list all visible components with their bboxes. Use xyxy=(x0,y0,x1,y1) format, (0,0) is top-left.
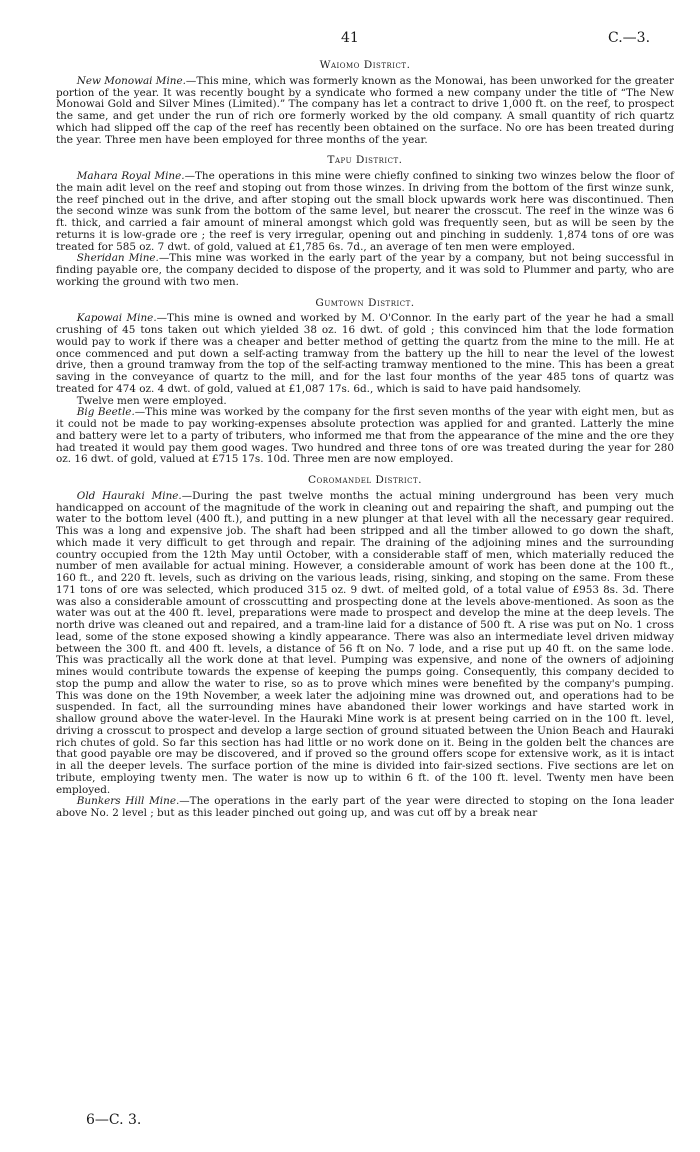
mine-name: Mahara Royal Mine. xyxy=(76,170,185,182)
mine-paragraph xyxy=(56,313,674,395)
document-code: C.—3. xyxy=(608,30,651,46)
paragraph-text: —This mine is owned and worked by M. O'Connor. In the early part of the year he had a small crushing of 45 tons taken out which yielded 38 oz. 16 dwt. of gold ; this convinced him that the lode formation would pay to work if there was a cheaper and better method of getting the quartz from the mine to the mill. He at once commenced and put down a self-acting tramway from the battery up the hill to near the level of the lowest drive, then a ground tramway from the top of the self-acting tramway mentioned to the mine. This has been a great saving in the conveyance of quartz to the mill, and for the last four months of the year 485 tons of quartz was treated for 474 oz. 4 dwt. of gold, valued at £1,087 17s. 6d., which is said to have paid handsomely. xyxy=(56,312,674,395)
mine-name: Kapowai Mine. xyxy=(76,312,157,325)
page-footer-signature: 6—C. 3. xyxy=(86,1112,142,1128)
paragraph-text: —This mine was worked by the company for the first seven months of the year with eight men, but as it could not be made to pay working-expenses absolute protection was applied for and granted. Latterly the mine and battery were let to a party of tributers, who informed me that from the appearance of the mine and the ore they had treated it would pay them good wages. Two hundred and three tons of ore was treated during the year for 280 oz. 16 dwt. of gold, valued at £715 17s. 10d. Three men are now employed. xyxy=(56,406,674,466)
mine-name: Old Hauraki Mine. xyxy=(76,489,182,502)
paragraph-text: Twelve men were employed. xyxy=(76,394,227,407)
paragraph-text: —This mine was worked in the early part of the year by a company, but not being successful in finding payable ore, the company decided to dispose of the property, and it was sold to Plummer and party, who are working the ground with two men. xyxy=(56,252,674,288)
paragraph-text: —This mine, which was formerly known as the Monowai, has been unworked for the greater portion of the year. It was recently bought by a syndicate who formed a new company under the title of “The New Monowai Gold and Silver Mines (Limited).” The company has let a contract to drive 1,000 ft. on the reef, to prospect the same, and get under the run of rich ore formerly worked by the old company. A small quantity of rich quartz which had slipped off the cap of the reef has recently been obtained on the surface. No ore has been treated during the year. Three men have been employed for three months of the year. xyxy=(56,74,675,146)
district-section xyxy=(56,475,674,820)
mine-paragraph xyxy=(56,76,674,147)
mine-name: Big Beetle. xyxy=(76,406,135,419)
mine-paragraph xyxy=(56,171,674,253)
paragraph-text: —The operations in this mine were chiefly confined to sinking two winzes below the floor of the main adit level on the reef and stoping out from those winzes. In driving from the bottom of the first winze sunk, the reef pinched out in the drive, and after stoping out the small block upwards work here was discontinued. Then the second winze was sunk from the bottom of the same level, but nearer the crosscut. The reef in the winze was 6 ft. thick, and carried a fair amount of mineral amongst which gold was frequently seen, but as will be seen by the returns it is low-grade ore ; the reef is very irregular, opening out and pinching in suddenly. 1,874 tons of ore was treated for 585 oz. 7 dwt. of gold, valued at £1,785 6s. 7d., an average of ten men were employed. xyxy=(56,170,675,253)
district-section xyxy=(56,155,674,288)
district-heading: Coromandel District. xyxy=(307,474,423,486)
district-heading: Gumtown District. xyxy=(315,296,415,309)
paragraph-text: —During the past twelve months the actual mining underground has been very much handicapped on account of the magnitude of the work in cleaning out and repairing the shaft, and pumping out the water to the bottom level (400 ft.), and putting in a new plunger at that level with all the necessary gear required. This was a long and expensive job. The shaft had been stripped and all the timber allowed to go down the shaft, which made it very difficult to get through and repair. The draining of the adjoining mines and the surrounding country occupied from the 12th May until October, with a considerable staff of men, which materially reduced the number of men available for actual mining. However, a considerable amount of work has been done at the 100 ft., 160 ft., and 220 ft. levels, such as driving on the various leads, rising, sinking, and stoping on the same. From these 171 tons of ore was selected, which produced 315 oz. 9 dwt. of melted gold, of a total value of £953 8s. 3d. There was also a considerable amount of crosscutting and prospecting done at the levels above-mentioned. As soon as the water was out at the 400 ft. level, preparations were made to prospect and develop the mine at the deep levels. The north drive was cleaned out and repaired, and a tram-line laid for a distance of 500 ft. A rise was put on No. 1 cross lead, some of the stone exposed showing a kindly appearance. There was also an intermediate level driven midway between the 300 ft. and 400 ft. levels, a distance of 56 ft on No. 7 lode, and a rise put up 40 ft. on the same lode. This was practically all the work done at that level. Pumping was expensive, and none of the owners of adjoining mines would contribute towards the expense of keeping the pumps going. Consequently, this company decided to stop the pump and allow the water to rise, so as to prove which mines were benefited by the company's pumping. This was done on the 19th November, a week later the adjoining mine was drowned out, and operations had to be suspended. In fact, all the surrounding mines have abandoned their lower workings and have started work in shallow ground above the water-level. In the Hauraki Mine work is at present being carried on in the 100 ft. level, driving a crosscut to prospect and develop a large section of ground situated between the Union Beach and Hauraki rich chutes of gold. So far this section has had little or no work done on it. Being in the golden belt the chances are that good payable ore may be discovered, and if proved so the ground offers scope for extensive work, as it is intact in all the deeper levels. The surface portion of the mine is divided into fair-sized sections. Five sections are let on tribute, employing twenty men. The water is now up to within 6 ft. of the 100 ft. level. Twenty men have been employed. xyxy=(56,489,674,796)
district-heading: Waiomo District. xyxy=(319,59,411,71)
mine-paragraph xyxy=(56,796,674,820)
district-section xyxy=(56,60,674,146)
mine-paragraph xyxy=(56,253,674,288)
district-section xyxy=(56,298,674,467)
page-header xyxy=(0,30,700,50)
mine-paragraph xyxy=(56,491,674,797)
mine-name: Sheridan Mine. xyxy=(76,252,159,265)
mine-paragraph xyxy=(56,407,674,466)
mine-name: Bunkers Hill Mine. xyxy=(76,795,180,808)
page-number: 41 xyxy=(341,30,359,46)
paragraph-text: —The operations in the early part of the year were directed to stoping on the Iona leader above No. 2 level ; but as this leader pinched out going up, and was cut off by a break near xyxy=(56,795,674,819)
district-heading: Tapu District. xyxy=(327,154,403,167)
mine-name: New Monowai Mine. xyxy=(76,74,186,87)
document-body xyxy=(56,60,674,829)
